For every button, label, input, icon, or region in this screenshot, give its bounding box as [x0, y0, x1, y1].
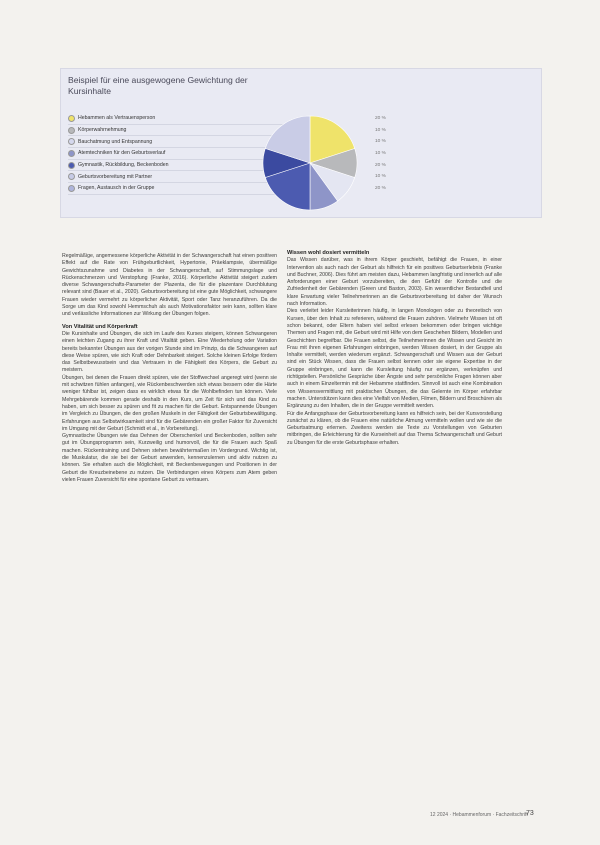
page-number: 73 [526, 810, 534, 817]
section-heading: Von Vitalität und Körperkraft [62, 323, 138, 330]
legend-swatch [68, 173, 75, 180]
legend-percent: 10 % [375, 139, 386, 145]
legend-swatch [68, 127, 75, 134]
body-paragraph: Die Kursinhalte und Übungen, die sich im Laufe des Kurses steigern, können Schwangeren einen leichten Zugang zu ihrer Kraft und Vitalität geben. Eine Wiederholung oder Variation bereits bekannter Übungen aus der vorigen Stunde sind im Prinzip, da die Schwangeren auf diese Weise spüren, wie sich Kraft oder Dehnbarkeit steigert. Solche kleinen Erfolge fördern das Selbstbewusstsein und das Vertrauen in die Fähigkeit des Körpers, die Geburt zu meistern. [62, 330, 277, 374]
legend-label: Bauchatmung und Entspannung [78, 138, 153, 145]
page-footer: 12 2024 · Hebammenforum · Fachzeitschrift [430, 812, 528, 818]
pie-chart [250, 113, 370, 213]
legend-percent: 20 % [375, 185, 386, 191]
legend-swatch [68, 185, 75, 192]
legend-percent: 10 % [375, 174, 386, 180]
legend-swatch [68, 138, 75, 145]
body-paragraph: Übungen, bei denen die Frauen direkt spüren, wie der Stoffwechsel angeregt wird (wenn sie mit schwitzen fühlen anfangen), wie Rückenbeschwerden sich etwas bessern oder die Härte weniger fühlbar ist, zeigen dass es wirklich etwas für die Wohlbefinden tun können. Viele Mehrgebärende kommen gerade deshalb in den Kurs, um Zeit für sich und das Kind zu haben, um sich besser zu spüren und fit zu machen für die Geburt. Entspannende Übungen im Vergleich zu Übungen, die den großen Muskeln in der Fähigkeit der Geburtsbewältigung. Erfahrungen aus Selbstwirksamkeit sind für die Gebärenden ein großer Faktor für Zuversicht im Umgang mit der Geburt (Schmidt et al., in Vorbereitung). [62, 374, 277, 432]
legend-percent: 20 % [375, 162, 386, 168]
legend-label: Atemtechniken für den Geburtsverlauf [78, 150, 166, 157]
body-paragraph: Das Wissen darüber, was in ihrem Körper geschieht, befähigt die Frauen, in einer Intervention als auch nach der Geburt als hilfreich für ein positives Geburtserlebnis (Franke und Buchner, 2006). Dies führt am meisten dazu, Hebammen langfristig und innerlich auf alle Anforderungen einer Geburt vorzubereiten, die den Gefühl der Kontrolle und die Zufriedenheit der Gebärenden (Green und Baston, 2003). Ein wesentlicher Bestandteil und klare Erwartung vieler Teilnehmerinnen an die Geburtsvorbereitung ist daher der Wunsch nach Information. [287, 257, 502, 308]
legend-label: Körperwahrnehmung [78, 127, 127, 134]
legend-swatch [68, 162, 75, 169]
body-paragraph: Für die Anfangsphase der Geburtsvorbereitung kann es hilfreich sein, bei der Kursvorstellung zunächst zu klären, ob die Frauen eine natürliche Atmung vermitteln wollen und wie sie die Geburtsatmung erlernen. Zweitens werden sie Texte zu Vorstellungen von Geburten mitbringen, die Erleichterung für die Kurseinheit auf das Thema Schwangerschaft und Geburt zu Übungen für die erste Geburtsphase erhalten. [287, 410, 502, 446]
body-paragraph: Regelmäßige, angemessene körperliche Aktivität in der Schwangerschaft hat einen positiven Effekt auf die Rate von Frühgeburtlichkeit, Hypertonie, Präeklampsie, übermäßige Gewichtszunahme und Diabetes in der Schwangerschaft, auf Stimmungslage und Rückenschmerzen und Verstopfung (Franke, 2016). Körperliche Aktivität steigert zudem diverse Schwangerschafts-Parameter der Plazenta, die für die plazentare Durchblutung relevant sind (Bauer et al., 2020). Geburtsvorbereitung ist eine gute Möglichkeit, schwangere Frauen wieder vermehrt zu körperlicher Aktivität, Sport oder Tanz heranzuführen. Da die Sorge um das Kind sowohl Hemmschuh als auch Motivationsfaktor sein kann, sollten klare und verlässliche Informationen zur Wirkung der Übungen folgen. [62, 253, 277, 318]
body-paragraph: Gymnastische Übungen wie das Dehnen der Oberschenkel und Beckenboden, sollten sehr gut im Übungsprogramm sein, Kurzweilig und humorvoll, die für die Frauen auch Spaß machen. Rückentraining und Dehnen stehen bewährtermaßen im Vordergrund. Wichtig ist, die Muskulatur, die sie bei der Geburt anwenden, kennenzulernen und aktiv nutzen zu können. Sie erhalten auch die Möglichkeit, mit Beckenbewegungen und Positionen in der Geburt die Kreuzbeinebene zu nutzen. Die Verbindungen eines Körpers zum Atem geben vielen Frauen Zuversicht für eine spontane Geburt zu vertrauen. [62, 433, 277, 483]
infobox [60, 68, 542, 218]
legend-swatch [68, 150, 75, 157]
right-column [287, 250, 502, 447]
legend-label: Hebammen als Vertrauensperson [78, 115, 156, 122]
legend-percent: 20 % [375, 115, 386, 121]
legend-label: Gymnastik, Rückbildung, Beckenboden [78, 162, 169, 169]
legend-label: Fragen, Austausch in der Gruppe [78, 185, 155, 192]
legend-label: Geburtsvorbereitung mit Partner [78, 173, 153, 180]
legend-percent: 10 % [375, 150, 386, 156]
legend-percent: 10 % [375, 127, 386, 133]
infobox-title: Beispiel für eine ausgewogene Gewichtung der Kursinhalte [68, 75, 248, 96]
left-column [62, 253, 277, 484]
body-paragraph: Dies verleitet leider Kursleiterinnen häufig, in langen Monologen oder zu theoretisch von Kursen, über den Inhalt zu referieren, während die Frauen zuhören. Vielmehr Wissen ist oft schon bekannt, oder Eltern haben viel selbst erlesen bekommen oder bringen wichtige Themen und Fragen mit, die Geburt wird mit Hilfe von dem Geschehen Bildern, Modellen und Geschichten begreifbar. Die Frauen selbst, die Teilnehmerinnen die Wissen und Gesicht im Frau mit ihren eigenen Erfahrungen einbringen, werden Wissen dosiert, in der Gruppe als Inhalte vermittelt, werden wiederum ergänzt. Schwangerschaft und Wissen aus der Geburt sind ein Stück Wissen, dass die Frauen selbst kennen oder sie eigene Expertise in der Gruppe einbringen, und kann die Kursleitung häufig nur ergänzen, verknüpfen und richtigstellen. Persönliche Gespräche über Ängste und sehr persönliche Fragen können aber auch in einem Einzeltermin mit der Hebamme stattfinden. Sinnvoll ist auch eine Kombination von Wissensvermittlung mit praktischen Übungen, die das Gelernte im Körper erfahrbar machen. Unterstützen kann dies eine Vielfalt von Medien, Filmen, Bildern und Broschüren als Ergänzung zu den Inhalten, die in der Gruppe vermittelt werden. [287, 308, 502, 410]
legend-swatch [68, 115, 75, 122]
section-heading: Wissen wohl dosiert vermitteln [287, 250, 370, 256]
